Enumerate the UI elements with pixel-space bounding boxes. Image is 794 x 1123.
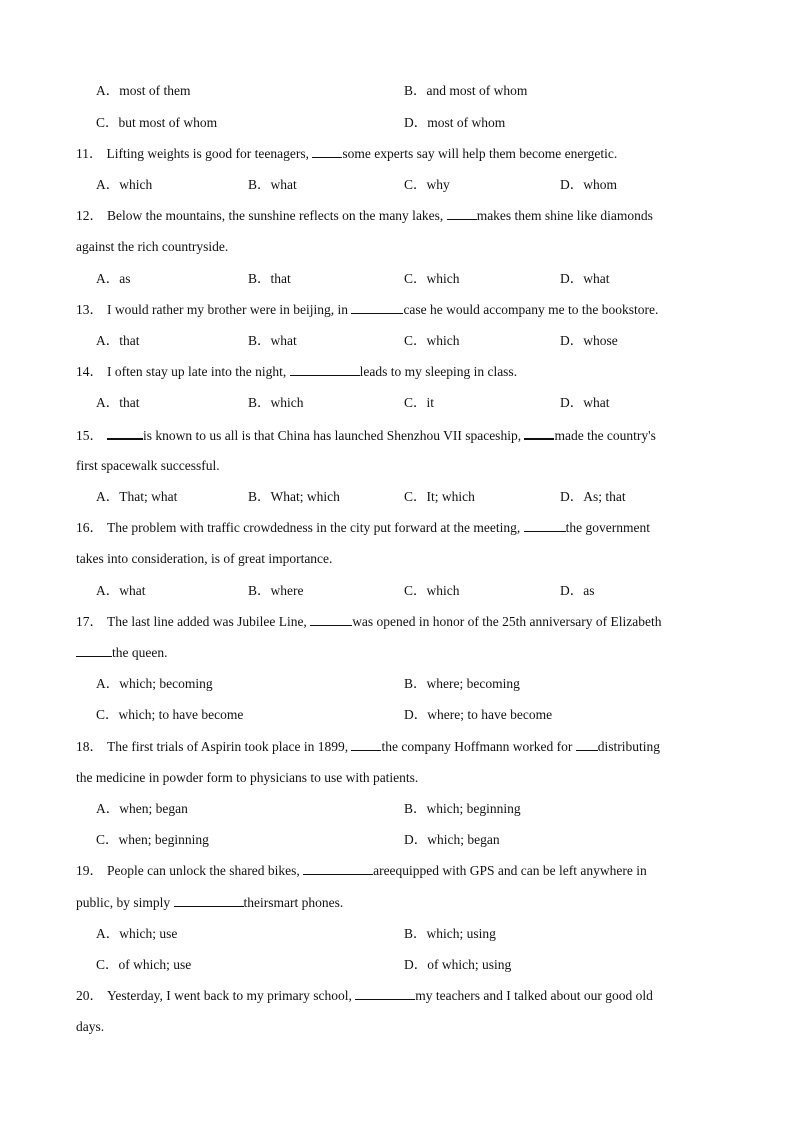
answer-blank — [576, 738, 598, 751]
q17-option-a: A．which; becoming — [96, 676, 213, 691]
answer-blank — [174, 894, 244, 907]
q17-option-b: B．where; becoming — [404, 676, 520, 691]
answer-blank — [355, 987, 415, 1000]
q15-option-d: D．As; that — [560, 489, 626, 504]
answer-blank — [351, 738, 381, 751]
q15-stem-continued: first spacewalk successful. — [76, 458, 220, 473]
q18-stem-continued: the medicine in powder form to physicians to use with patients. — [76, 770, 419, 785]
q17-stem-continued: the queen. — [76, 644, 167, 662]
q14-option-d: D．what — [560, 395, 610, 410]
q13-option-c: C．which — [404, 333, 460, 348]
q19-option-a: A．which; use — [96, 926, 178, 941]
q16-option-d: D．as — [560, 583, 595, 598]
answer-blank — [107, 426, 143, 440]
q10-option-d: D．most of whom — [404, 115, 506, 130]
q10-option-b: B．and most of whom — [404, 83, 528, 98]
q16-stem: 16． The problem with traffic crowdedness in the city put forward at the meeting, the government — [76, 520, 650, 535]
q20-stem: 20． Yesterday, I went back to my primary school, my teachers and I talked about our good old — [76, 988, 653, 1003]
q17-option-d: D．where; to have become — [404, 707, 553, 722]
q15-stem: 15． is known to us all is that China has launched Shenzhou VII spaceship, made the country's — [76, 428, 656, 443]
q16-option-a: A．what — [96, 583, 146, 598]
q14-option-a: A．that — [96, 395, 140, 410]
q16-stem-continued: takes into consideration, is of great importance. — [76, 551, 333, 566]
q12-option-d: D．what — [560, 271, 610, 286]
q15-option-b: B．What; which — [248, 489, 340, 504]
answer-blank — [303, 862, 373, 875]
q14-stem: 14． I often stay up late into the night, leads to my sleeping in class. — [76, 364, 518, 379]
q11-option-d: D．whom — [560, 177, 617, 192]
q18-option-a: A．when; began — [96, 801, 188, 816]
q12-option-b: B．that — [248, 271, 291, 286]
q13-option-b: B．what — [248, 333, 297, 348]
q13-option-d: D．whose — [560, 333, 618, 348]
q14-option-b: B．which — [248, 395, 304, 410]
q12-stem: 12． Below the mountains, the sunshine reflects on the many lakes, makes them shine like diamonds — [76, 208, 653, 223]
q11-option-a: A．which — [96, 177, 153, 192]
q12-option-a: A．as — [96, 271, 131, 286]
q19-option-d: D．of which; using — [404, 957, 512, 972]
q11-option-b: B．what — [248, 177, 297, 192]
q16-option-c: C．which — [404, 583, 460, 598]
answer-blank — [76, 644, 112, 657]
q10-option-c: C．but most of whom — [96, 115, 218, 130]
q11-stem: 11． Lifting weights is good for teenagers, some experts say will help them become energetic. — [76, 146, 618, 161]
answer-blank — [351, 301, 403, 314]
q19-option-c: C．of which; use — [96, 957, 192, 972]
q18-option-d: D．which; began — [404, 832, 500, 847]
q19-stem-continued: public, by simply theirsmart phones. — [76, 895, 344, 910]
q16-option-b: B．where — [248, 583, 304, 598]
answer-blank — [524, 519, 566, 532]
answer-blank — [447, 207, 477, 220]
answer-blank — [310, 613, 352, 626]
q11-option-c: C．why — [404, 177, 450, 192]
q12-stem-continued: against the rich countryside. — [76, 239, 229, 254]
q19-stem: 19． People can unlock the shared bikes, areequipped with GPS and can be left anywhere in — [76, 863, 647, 878]
q20-stem-continued: days. — [76, 1019, 105, 1034]
q13-stem: 13． I would rather my brother were in beijing, in case he would accompany me to the bookstore. — [76, 302, 659, 317]
q18-option-b: B．which; beginning — [404, 801, 521, 816]
q15-option-a: A．That; what — [96, 489, 178, 504]
q18-stem: 18． The first trials of Aspirin took place in 1899, the company Hoffmann worked for distributing — [76, 739, 661, 754]
q10-option-a: A．most of them — [96, 83, 191, 98]
q12-option-c: C．which — [404, 271, 460, 286]
q15-option-c: C．It; which — [404, 489, 475, 504]
q14-option-c: C．it — [404, 395, 435, 410]
answer-blank — [524, 426, 554, 440]
q17-option-c: C．which; to have become — [96, 707, 244, 722]
q17-stem: 17． The last line added was Jubilee Line, was opened in honor of the 25th anniversary of Elizabeth — [76, 614, 662, 629]
answer-blank — [312, 145, 342, 158]
answer-blank — [290, 363, 360, 376]
q18-option-c: C．when; beginning — [96, 832, 209, 847]
q13-option-a: A．that — [96, 333, 140, 348]
q19-option-b: B．which; using — [404, 926, 496, 941]
